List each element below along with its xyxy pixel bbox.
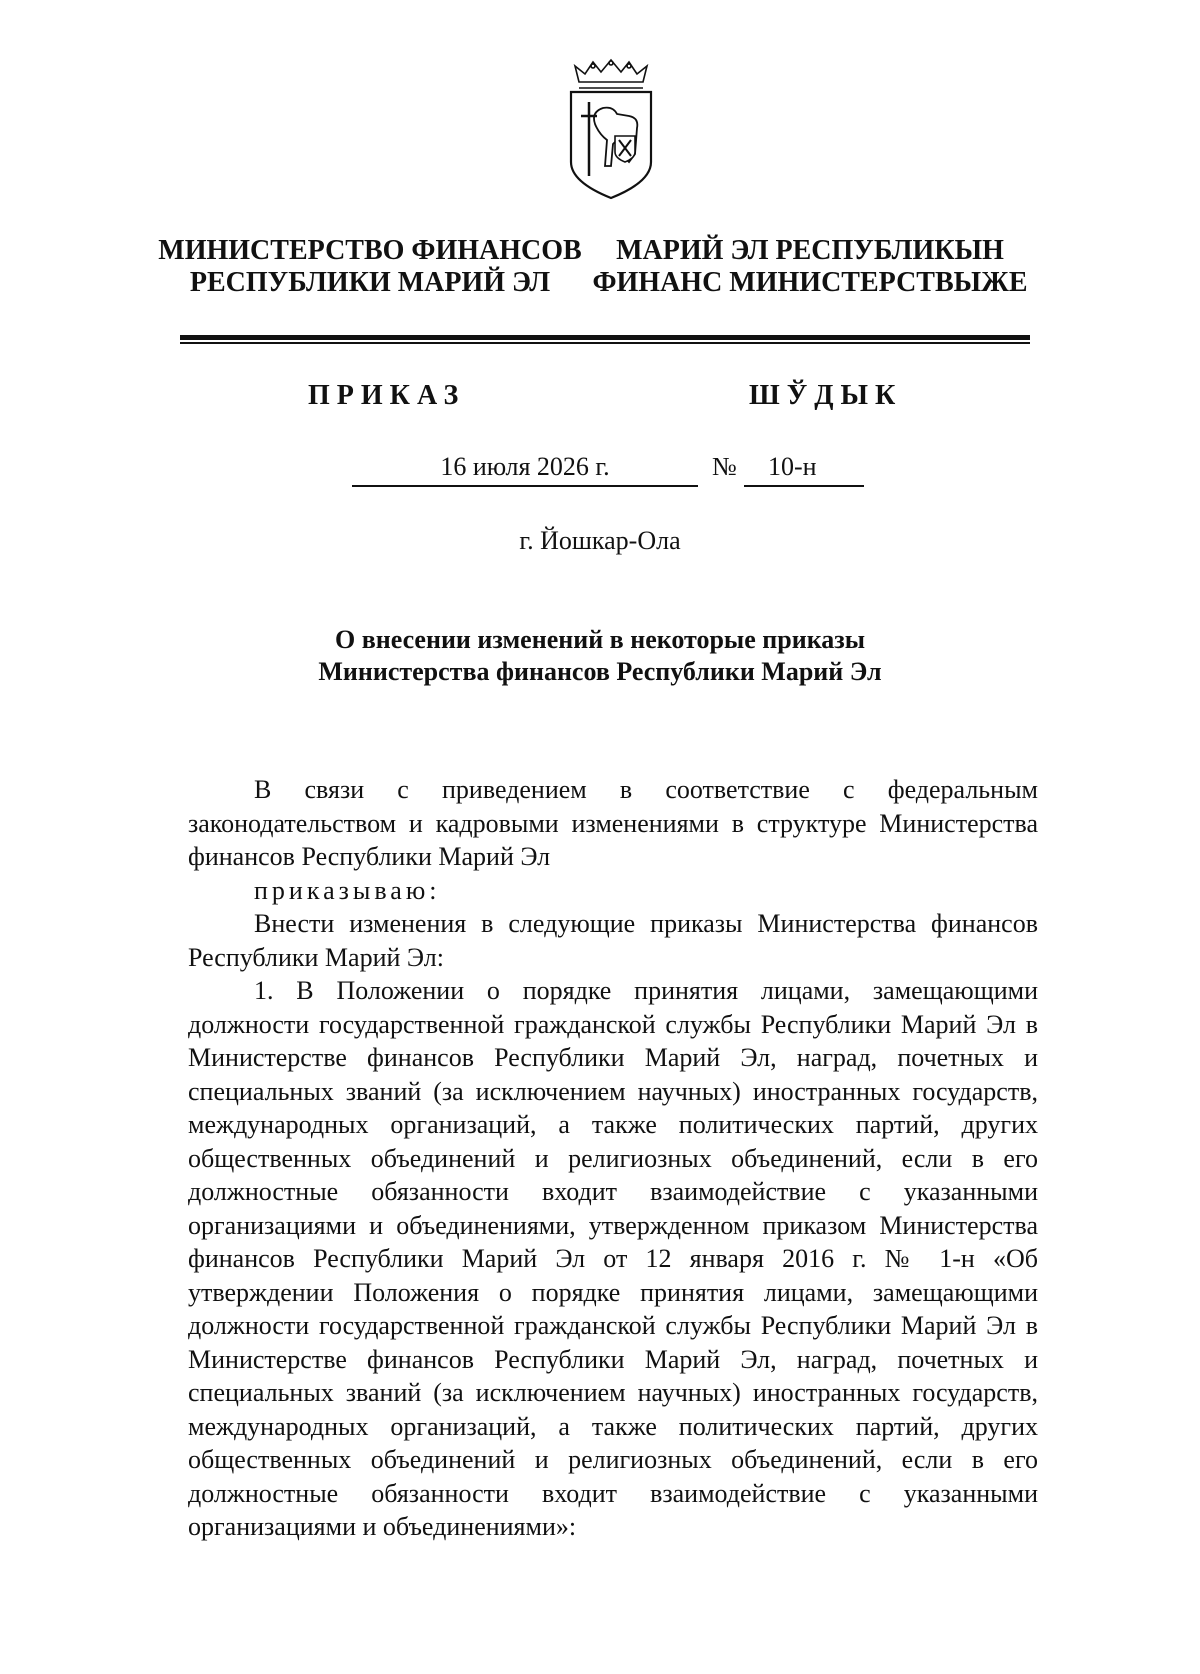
ministry-name-mari-line2: ФИНАНС МИНИСТЕРСТВЫЖЕ bbox=[592, 267, 1028, 298]
document-subject bbox=[250, 624, 950, 688]
body-paragraph-preamble: В связи с приведением в соответствие с федеральным законодательством и кадровыми изменениями в структуре Министерства финансов Республики Марий Эл bbox=[188, 775, 1038, 871]
document-type-russian: ПРИКАЗ bbox=[308, 380, 466, 411]
body-paragraph-intro: Внести изменения в следующие приказы Министерства финансов Республики Марий Эл: bbox=[188, 909, 1038, 972]
ministry-name-mari-line1: МАРИЙ ЭЛ РЕСПУБЛИКЫН bbox=[616, 235, 1004, 266]
body-paragraph-item-1: 1. В Положении о порядке принятия лицами, замещающими должности государственной гражданской службы Республики Марий Эл в Министерстве финансов Республики Марий Эл, наград, почетных и специальных званий (за исключением научных) иностранных государств, международных организаций, а также политических партий, других общественных объединений и религиозных объединений, если в его должностные обязанности входит взаимодействие с указанными организациями и объединениями, утвержденном приказом Министерства финансов Республики Марий Эл от 12 января 2016 г. № 1-н «Об утверждении Положения о порядке принятия лицами, замещающими должности государственной гражданской службы Республики Марий Эл в Министерстве финансов Республики Марий Эл, наград, почетных и специальных званий (за исключением научных) иностранных государств, международных организаций, а также политических партий, других общественных объединений и религиозных объединений, если в его должностные обязанности входит взаимодействие с указанными организациями и объединениями»: bbox=[188, 976, 1038, 1541]
header-divider-thin bbox=[180, 342, 1030, 344]
body-paragraph-order: приказываю: bbox=[254, 875, 441, 905]
subject-line1: О внесении изменений в некоторые приказы bbox=[334, 625, 866, 654]
document-body bbox=[188, 773, 1038, 1544]
ministry-name-russian-line2: РЕСПУБЛИКИ МАРИЙ ЭЛ bbox=[189, 267, 551, 298]
ministry-name-russian bbox=[150, 235, 590, 299]
subject-line2: Министерства финансов Республики Марий Эл bbox=[318, 657, 882, 686]
number-underline bbox=[744, 485, 864, 487]
header-divider-thick bbox=[180, 335, 1030, 340]
ministry-name-russian-line1: МИНИСТЕРСТВО ФИНАНСОВ bbox=[158, 235, 582, 266]
ministry-name-mari bbox=[590, 235, 1030, 299]
document-city: г. Йошкар-Ола bbox=[519, 526, 681, 555]
document-number: 10-н bbox=[768, 452, 817, 481]
document-type-mari: ШЎДЫК bbox=[749, 380, 903, 411]
number-sign: № bbox=[712, 452, 737, 481]
coat-of-arms-icon bbox=[565, 58, 657, 200]
document-date: 16 июля 2026 г. bbox=[440, 452, 610, 481]
date-underline bbox=[352, 485, 698, 487]
